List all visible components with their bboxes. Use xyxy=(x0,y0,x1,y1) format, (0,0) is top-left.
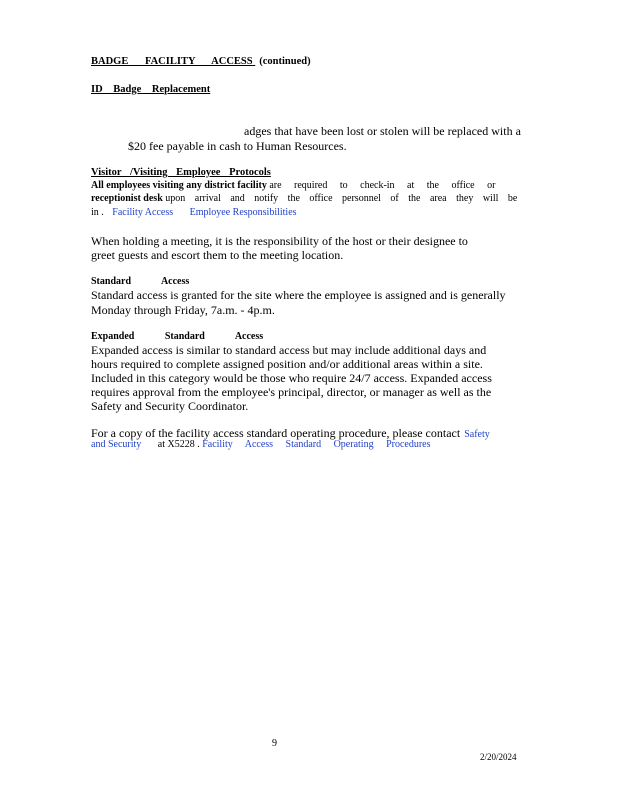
expanded-line3: Included in this category would be those who require 24/7 access. Expanded access xyxy=(91,371,492,385)
visitor-line2-b: upon arrival and notify the office personnel of the area they will be xyxy=(165,193,518,204)
expanded-heading: Expanded Standard Access xyxy=(91,331,264,342)
expanded-line5: Safety and Security Coordinator. xyxy=(91,399,249,413)
visitor-line2 xyxy=(91,193,517,204)
safety-security-link[interactable]: and Security xyxy=(91,439,142,450)
standard-heading: Standard Access xyxy=(91,276,190,287)
copy-line1-text: For a copy of the facility access standard operating procedure, please contact xyxy=(91,426,461,440)
standard-line2: Monday through Friday, 7a.m. - 4p.m. xyxy=(91,303,275,317)
facility-access-link[interactable]: Facility Access xyxy=(112,207,174,218)
visitor-line1-rest: are required to check-in at the office or xyxy=(269,180,496,191)
visitor-line3-a: in . xyxy=(91,207,104,218)
safety-link-tail[interactable]: Safety xyxy=(464,429,490,440)
employee-responsibilities-link[interactable]: Employee Responsibilities xyxy=(189,207,297,218)
visitor-line1-bold: All employees visiting any district facility xyxy=(91,180,267,191)
id-badge-line1: adges that have been lost or stolen will be replaced with a xyxy=(244,124,521,138)
page-title xyxy=(91,56,311,67)
copy-line2 xyxy=(91,439,431,450)
meeting-line1: When holding a meeting, it is the responsibility of the host or their designee to xyxy=(91,234,468,248)
id-badge-line2: $20 fee payable in cash to Human Resources. xyxy=(128,139,347,153)
title-text: BADGE FACILITY ACCESS xyxy=(91,56,253,67)
visitor-line1 xyxy=(91,180,495,191)
expanded-line2: hours required to complete assigned position and/or additional areas within a site. xyxy=(91,357,483,371)
expanded-line1: Expanded access is similar to standard access but may include additional days and xyxy=(91,343,487,357)
visitor-line2-a: receptionist desk xyxy=(91,193,163,204)
facility-access-sop-link[interactable]: Facility Access Standard Operating Procedures xyxy=(202,439,431,450)
page-number: 9 xyxy=(272,738,277,749)
meeting-line2: greet guests and escort them to the meeting location. xyxy=(91,248,344,262)
visitor-line3 xyxy=(91,207,297,218)
expanded-line4: requires approval from the employee's principal, director, or manager as well as the xyxy=(91,385,492,399)
continued-text: (continued) xyxy=(259,56,311,67)
visitor-heading: Visitor /Visiting Employee Protocols xyxy=(91,167,271,178)
standard-line1: Standard access is granted for the site where the employee is assigned and is generally xyxy=(91,288,506,302)
footer-date: 2/20/2024 xyxy=(480,752,517,762)
extension-text: at X5228 . xyxy=(157,439,200,450)
id-badge-heading: ID Badge Replacement xyxy=(91,84,211,95)
